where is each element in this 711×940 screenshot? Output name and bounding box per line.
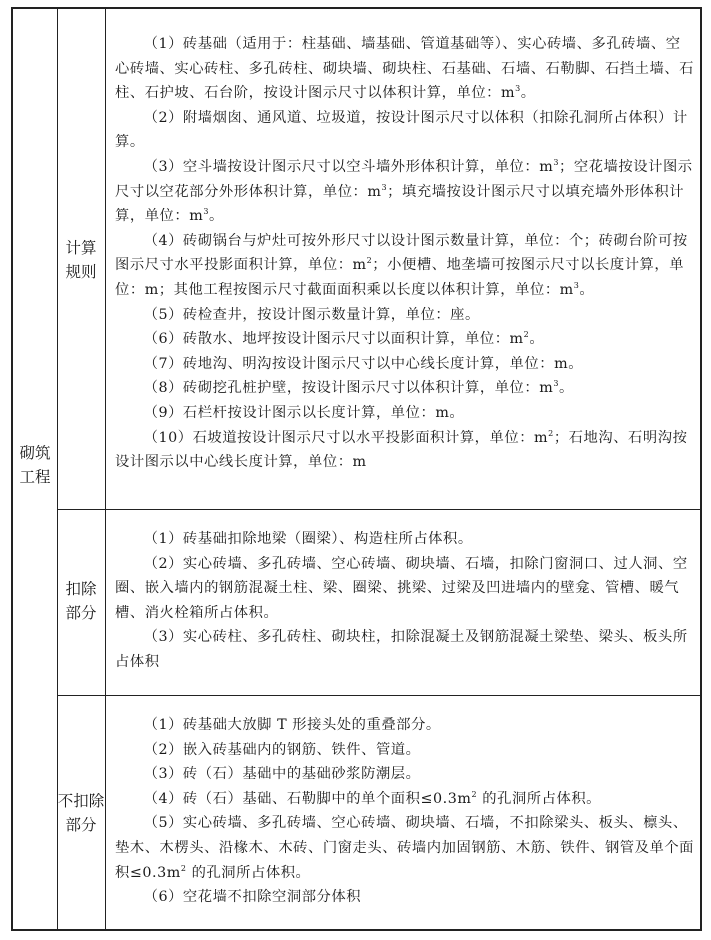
section-label-line-1: 扣除 <box>65 580 97 598</box>
section-label-line-1: 计算 <box>65 239 97 257</box>
section-content-deductions <box>115 527 695 675</box>
rule-item: （1）砖基础（适用于：柱基础、墙基础、管道基础等）、实心砖墙、多孔砖墙、空心砖墙、实心砖柱、多孔砖柱、砌块墙、砌块柱、石基础、石墙、石勒脚、石挡土墙、石柱、石护坡、石台阶，按设计图示尺寸以体积计算，单位：$m^3$。 <box>115 36 695 102</box>
category-label-line-1: 砌筑 <box>19 444 51 462</box>
rule-item: （4）砖（石）基础、石勒脚中的单个面积$\le 0.3m^2$ 的孔洞所占体积。 <box>143 789 602 807</box>
section-label-line-2: 规则 <box>65 263 97 281</box>
section-label-line-2: 部分 <box>65 816 97 834</box>
section-label-deductions <box>57 577 105 625</box>
rule-item: （6）砖散水、地坪按设计图示尺寸以面积计算，单位：$m^2$。 <box>143 330 545 348</box>
rule-item: （9）石栏杆按设计图示以长度计算，单位：m。 <box>143 404 465 421</box>
rule-item: （2）嵌入砖基础内的钢筋、铁件、管道。 <box>143 741 421 758</box>
rule-item: （2）实心砖墙、多孔砖墙、空心砖墙、砌块墙、石墙，扣除门窗洞口、过人洞、空圈、嵌入墙内的钢筋混凝土柱、梁、圈梁、挑梁、过梁及凹进墙内的壁龛、管槽、暖气槽、消火栓箱所占体积。 <box>115 555 688 621</box>
section-label-calculation-rules <box>57 236 105 284</box>
section-label-line-2: 部分 <box>65 604 97 622</box>
rule-item: （3）实心砖柱、多孔砖柱、砌块柱，扣除混凝土及钢筋混凝土梁垫、梁头、板头所占体积 <box>115 629 688 670</box>
rule-item: （1）砖基础扣除地梁（圈梁）、构造柱所占体积。 <box>143 531 473 547</box>
row-divider-1 <box>57 509 700 510</box>
section-label-line-1: 不扣除 <box>57 792 105 810</box>
rule-item: （3）空斗墙按设计图示尺寸以空斗墙外形体积计算，单位：$m^3$；空花墙按设计图示尺寸以空花部分外形体积计算，单位：$m^3$；填充墙按设计图示尺寸以填充墙外形体积计算，单位：$m^3$。 <box>115 157 693 225</box>
rule-item: （8）砖砌挖孔桩护壁，按设计图示尺寸以体积计算，单位：$m^3$。 <box>143 379 574 397</box>
section-content-calculation-rules <box>115 32 695 475</box>
rule-item: （5）实心砖墙、多孔砖墙、空心砖墙、砌块墙、石墙，不扣除梁头、板头、檩头、垫木、木楞头、沿椽木、木砖、门窗走头、砖墙内加固钢筋、木筋、铁件、钢管及单个面积$\le 0.3m^2$ 的孔洞所占体积。 <box>115 815 695 881</box>
rule-item: （1）砖基础大放脚 T 形接头处的重叠部分。 <box>143 717 441 733</box>
rules-table <box>11 7 702 931</box>
rule-item: （2）附墙烟囱、通风道、垃圾道，按设计图示尺寸以体积（扣除孔洞所占体积）计算。 <box>115 109 688 151</box>
row-divider-2 <box>57 695 700 696</box>
rule-item: （10）石坡道按设计图示尺寸以水平投影面积计算，单位：$m^2$；石地沟、石明沟按设计图示以中心线长度计算，单位：m <box>115 428 688 471</box>
section-label-non-deductions <box>57 789 105 837</box>
rule-item: （5）砖检查井，按设计图示数量计算，单位：座。 <box>143 306 480 323</box>
rule-item: （3）砖（石）基础中的基础砂浆防潮层。 <box>143 766 421 783</box>
rule-item: （4）砖砌锅台与炉灶可按外形尺寸以设计图示数量计算，单位：个；砖砌台阶可按图示尺寸水平投影面积计算，单位：$m^2$；小便槽、地垄墙可按图示尺寸以长度计算，单位：m；其他工程按图示尺寸截面面积乘以长度以体积计算，单位：$m^3$。 <box>115 232 688 298</box>
section-content-non-deductions <box>115 713 695 910</box>
category-label <box>13 441 57 489</box>
rule-item: （7）砖地沟、明沟按设计图示尺寸以中心线长度计算，单位：m。 <box>143 355 584 372</box>
rule-item: （6）空花墙不扣除空洞部分体积 <box>143 889 362 906</box>
column-divider-2 <box>105 9 106 929</box>
category-label-line-2: 工程 <box>19 468 51 486</box>
